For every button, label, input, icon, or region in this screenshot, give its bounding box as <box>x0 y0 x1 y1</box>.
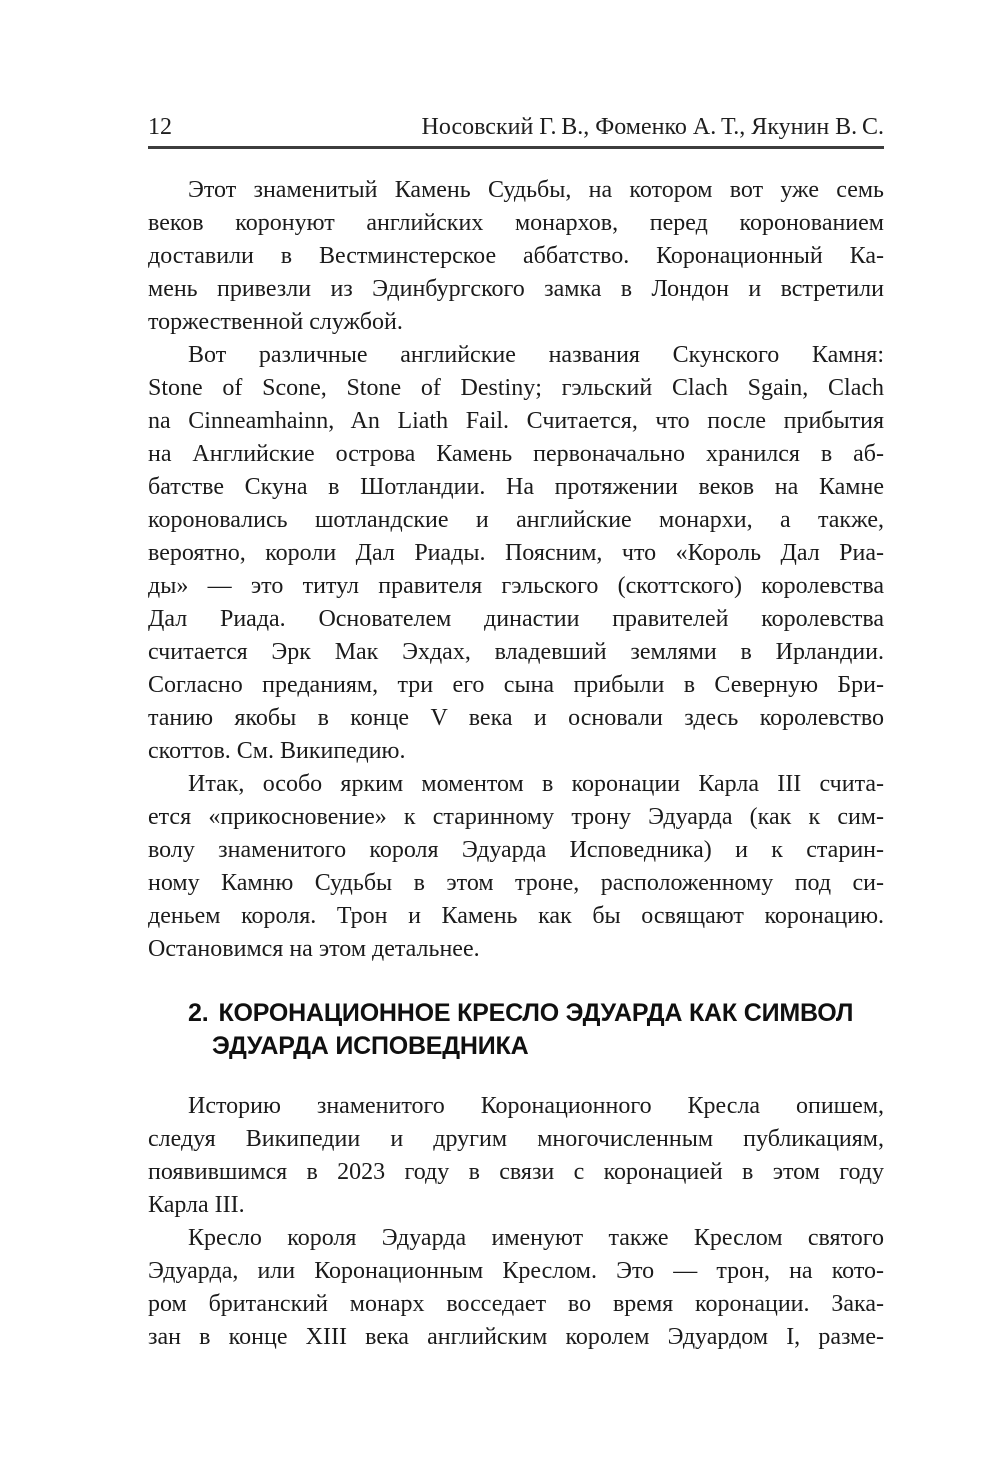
text-line: Историю знаменитого Коронационного Кресла опишем, <box>188 1093 884 1119</box>
text-line: деньем короля. Трон и Камень как бы освящают коронацию. <box>148 903 884 929</box>
paragraph <box>148 174 884 339</box>
text-line: короновались шотландские и английские монархи, а также, <box>148 507 884 533</box>
text-line: зан в конце XIII века английским королем Эдуардом I, разме- <box>148 1324 884 1350</box>
text-line: веков коронуют английских монархов, перед коронованием <box>148 210 884 236</box>
text-line: вероятно, короли Дал Риады. Поясним, что «Король Дал Риа- <box>148 540 884 566</box>
text-line: Дал Риада. Основателем династии правителей королевства <box>148 606 884 632</box>
text-line: Вот различные английские названия Скунского Камня: <box>188 342 884 368</box>
text-line: Этот знаменитый Камень Судьбы, на котором вот уже семь <box>188 177 884 203</box>
paragraph <box>148 1090 884 1222</box>
text-line: танию якобы в конце V века и основали здесь королевство <box>148 705 884 731</box>
section-heading <box>188 997 884 1063</box>
text-line: ному Камню Судьбы в этом троне, расположенному под си- <box>148 870 884 896</box>
page-body <box>148 174 884 1354</box>
text-line: ется «прикосновение» к старинному трону Эдуарда (как к сим- <box>148 804 884 830</box>
text-line: ром британский монарх восседает во время коронации. Зака- <box>148 1291 884 1317</box>
heading-text: КОРОНАЦИОННОЕ КРЕСЛО ЭДУАРДА КАК СИМВОЛ <box>218 999 854 1027</box>
heading-text: ЭДУАРДА ИСПОВЕДНИКА <box>212 1032 529 1060</box>
text-line: на Английские острова Камень первоначально хранился в аб- <box>148 441 884 467</box>
heading-line <box>188 1030 884 1063</box>
text-line: Stone of Scone, Stone of Destiny; гэльский Clach Sgain, Clach <box>148 375 884 401</box>
running-title: Носовский Г. В., Фоменко А. Т., Якунин В. С. <box>421 114 884 140</box>
text-line: появившимся в 2023 году в связи с коронацией в этом году <box>148 1159 884 1185</box>
text-line: Эдуарда, или Коронационным Креслом. Это — трон, на кото- <box>148 1258 884 1284</box>
heading-number: 2. <box>188 999 209 1027</box>
header-rule <box>148 146 884 149</box>
text-line: na Cinneamhainn, An Liath Fail. Считается, что после прибытия <box>148 408 884 434</box>
text-line: доставили в Вестминстерское аббатство. Коронационный Ка- <box>148 243 884 269</box>
text-line: мень привезли из Эдинбургского замка в Лондон и встретили <box>148 276 884 302</box>
text-line: скоттов. См. Википедию. <box>148 738 406 764</box>
text-line: Кресло короля Эдуарда именуют также Креслом святого <box>188 1225 884 1251</box>
paragraph <box>148 1222 884 1354</box>
text-line: следуя Википедии и другим многочисленным публикациям, <box>148 1126 884 1152</box>
paragraph <box>148 339 884 768</box>
page-header <box>148 112 884 142</box>
text-line: батстве Скуна в Шотландии. На протяжении веков на Камне <box>148 474 884 500</box>
text-line: волу знаменитого короля Эдуарда Исповедника) и к старин- <box>148 837 884 863</box>
text-line: Итак, особо ярким моментом в коронации Карла III счита- <box>188 771 884 797</box>
text-line: считается Эрк Мак Эхдах, владевший землями в Ирландии. <box>148 639 884 665</box>
text-line: ды» — это титул правителя гэльского (скоттского) королевства <box>148 573 884 599</box>
text-line: Остановимся на этом детальнее. <box>148 936 480 962</box>
paragraph <box>148 768 884 966</box>
heading-line <box>188 997 884 1030</box>
text-line: торжественной службой. <box>148 309 403 335</box>
text-line: Карла III. <box>148 1192 245 1218</box>
text-line: Согласно преданиям, три его сына прибыли в Северную Бри- <box>148 672 884 698</box>
page-number: 12 <box>148 114 172 140</box>
